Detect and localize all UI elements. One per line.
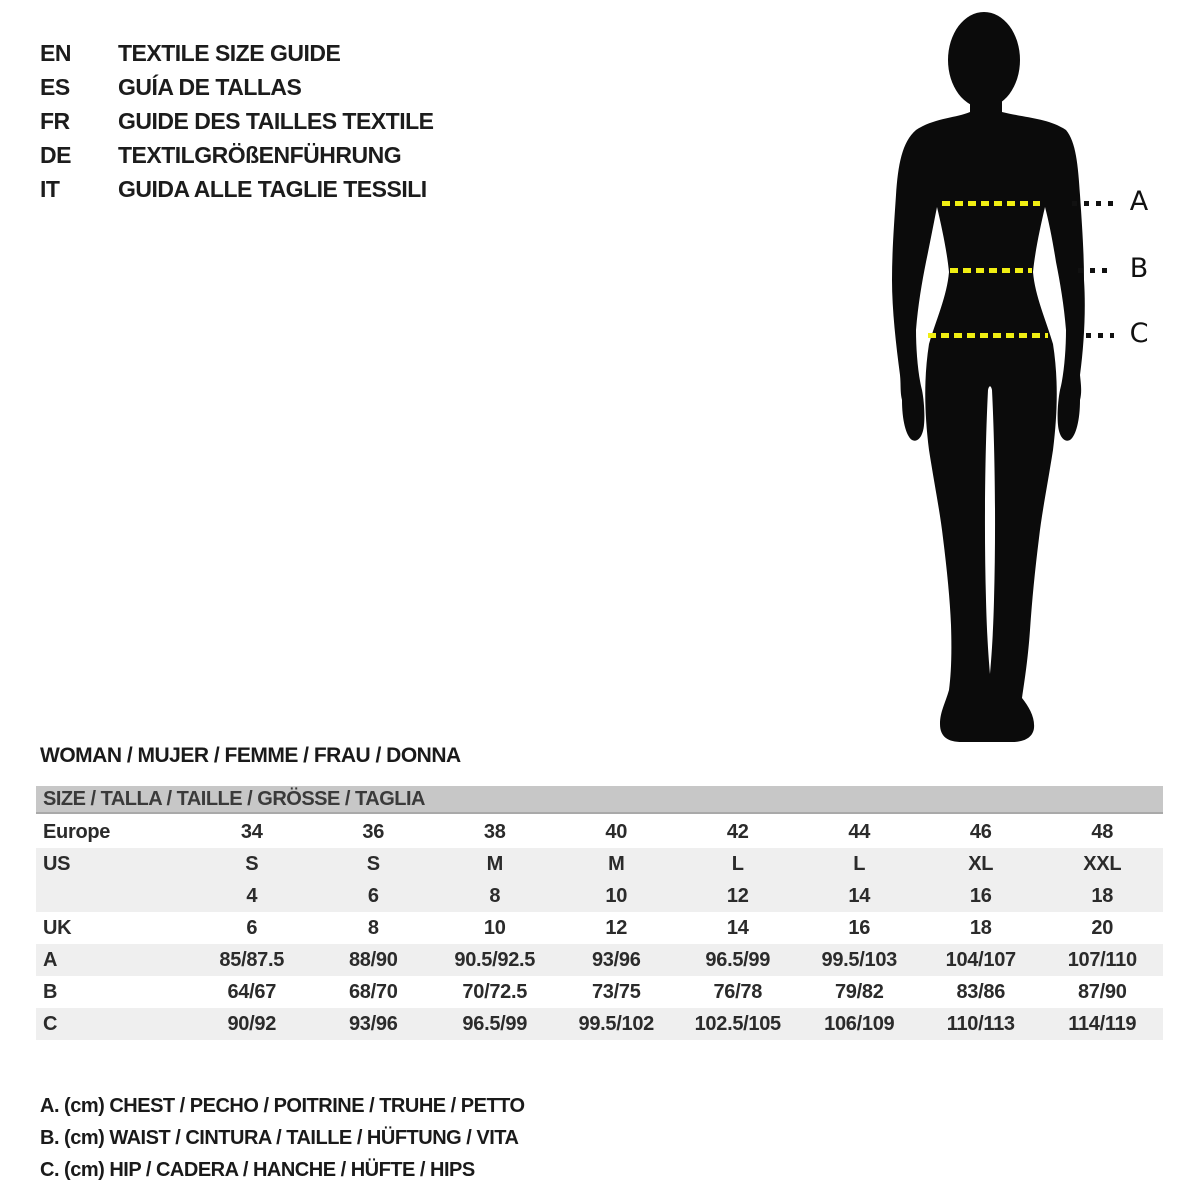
table-row-uk <box>36 912 1163 944</box>
lang-title: GUIDA ALLE TAGLIE TESSILI <box>118 176 427 202</box>
lang-code: EN <box>40 40 71 66</box>
cell: L <box>853 852 866 875</box>
cell: M <box>486 852 503 875</box>
measure-label-b: B <box>1129 253 1149 284</box>
legend-chest: A. (cm) CHEST / PECHO / POITRINE / TRUHE / PETTO <box>40 1095 525 1117</box>
cell: 16 <box>969 884 992 907</box>
row-label: B <box>43 980 58 1003</box>
size-table-container <box>36 786 1163 1040</box>
lang-code: ES <box>40 74 70 100</box>
cell: 10 <box>605 884 628 907</box>
lang-row-de <box>40 138 434 172</box>
cell: 38 <box>483 820 506 843</box>
cell: 90/92 <box>227 1012 277 1035</box>
cell: 64/67 <box>227 980 277 1003</box>
measure-label-a: A <box>1129 186 1149 217</box>
cell: 20 <box>1091 916 1114 939</box>
cell: 34 <box>240 820 263 843</box>
hip-leader-dots <box>1086 333 1114 338</box>
lang-row-en <box>40 36 434 70</box>
cell: 18 <box>1091 884 1114 907</box>
table-row-chest <box>36 944 1163 976</box>
cell: 93/96 <box>591 948 641 971</box>
hip-measure-dashes <box>928 333 1048 338</box>
row-label: Europe <box>43 820 111 843</box>
lang-row-it <box>40 172 434 206</box>
row-label: A <box>43 948 58 971</box>
legend-waist: B. (cm) WAIST / CINTURA / TAILLE / HÜFTUNG / VITA <box>40 1127 519 1149</box>
lang-code: FR <box>40 108 70 134</box>
cell: 4 <box>246 884 258 907</box>
lang-code: DE <box>40 142 71 168</box>
cell: 70/72.5 <box>462 980 528 1003</box>
cell: 85/87.5 <box>219 948 285 971</box>
cell: 99.5/103 <box>821 948 897 971</box>
row-label: UK <box>43 916 72 939</box>
cell: 96.5/99 <box>705 948 771 971</box>
cell: 42 <box>726 820 749 843</box>
chest-measure-dashes <box>942 201 1040 206</box>
row-label <box>36 880 191 912</box>
cell: 18 <box>969 916 992 939</box>
table-row-europe <box>36 816 1163 848</box>
cell: 106/109 <box>824 1012 895 1035</box>
cell: M <box>608 852 625 875</box>
cell: 107/110 <box>1067 948 1137 971</box>
cell: 36 <box>362 820 385 843</box>
cell: 104/107 <box>945 948 1016 971</box>
table-row-hip <box>36 1008 1163 1040</box>
cell: 76/78 <box>713 980 763 1003</box>
cell: 114/119 <box>1068 1012 1137 1035</box>
row-label: C <box>43 1012 58 1035</box>
cell: 14 <box>848 884 871 907</box>
table-row-us-letters <box>36 848 1163 880</box>
cell: 99.5/102 <box>578 1012 654 1035</box>
lang-row-es <box>40 70 434 104</box>
waist-leader-dots <box>1078 268 1114 273</box>
lang-title: GUIDE DES TAILLES TEXTILE <box>118 108 434 134</box>
lang-title: TEXTILE SIZE GUIDE <box>118 40 341 66</box>
lang-row-fr <box>40 104 434 138</box>
measurement-legend <box>40 1090 525 1186</box>
table-row-waist <box>36 976 1163 1008</box>
cell: 79/82 <box>834 980 884 1003</box>
cell: 48 <box>1091 820 1114 843</box>
cell: 14 <box>726 916 749 939</box>
cell: 90.5/92.5 <box>454 948 536 971</box>
cell: 87/90 <box>1077 980 1127 1003</box>
cell: 44 <box>848 820 871 843</box>
cell: 46 <box>969 820 992 843</box>
cell: 10 <box>483 916 506 939</box>
cell: 40 <box>605 820 628 843</box>
cell: 88/90 <box>348 948 398 971</box>
legend-hip: C. (cm) HIP / CADERA / HANCHE / HÜFTE / HIPS <box>40 1159 475 1181</box>
lang-title: TEXTILGRÖßENFÜHRUNG <box>118 142 402 168</box>
chest-leader-dots <box>1072 201 1114 206</box>
cell: S <box>245 852 259 875</box>
cell: 12 <box>605 916 628 939</box>
cell: XXL <box>1083 852 1122 875</box>
cell: 102.5/105 <box>694 1012 781 1035</box>
size-table <box>36 816 1163 1040</box>
cell: 110/113 <box>946 1012 1015 1035</box>
measure-label-c: C <box>1129 318 1149 349</box>
lang-code: IT <box>40 176 60 202</box>
row-label: US <box>43 852 71 875</box>
cell: 16 <box>848 916 871 939</box>
waist-measure-dashes <box>950 268 1032 273</box>
cell: 6 <box>367 884 379 907</box>
cell: 12 <box>726 884 749 907</box>
cell: L <box>731 852 744 875</box>
cell: 6 <box>246 916 258 939</box>
cell: 93/96 <box>348 1012 398 1035</box>
section-title-woman: WOMAN / MUJER / FEMME / FRAU / DONNA <box>40 744 461 767</box>
cell: 73/75 <box>591 980 641 1003</box>
cell: 96.5/99 <box>462 1012 528 1035</box>
size-table-header: SIZE / TALLA / TAILLE / GRÖSSE / TAGLIA <box>36 786 1163 814</box>
cell: S <box>366 852 380 875</box>
cell: 8 <box>489 884 501 907</box>
lang-title: GUÍA DE TALLAS <box>118 74 302 100</box>
cell: 83/86 <box>956 980 1006 1003</box>
woman-silhouette <box>850 0 1200 760</box>
cell: 68/70 <box>348 980 398 1003</box>
table-row-us-numbers <box>36 880 1163 912</box>
cell: XL <box>968 852 994 875</box>
cell: 8 <box>367 916 379 939</box>
language-title-block <box>40 36 434 206</box>
